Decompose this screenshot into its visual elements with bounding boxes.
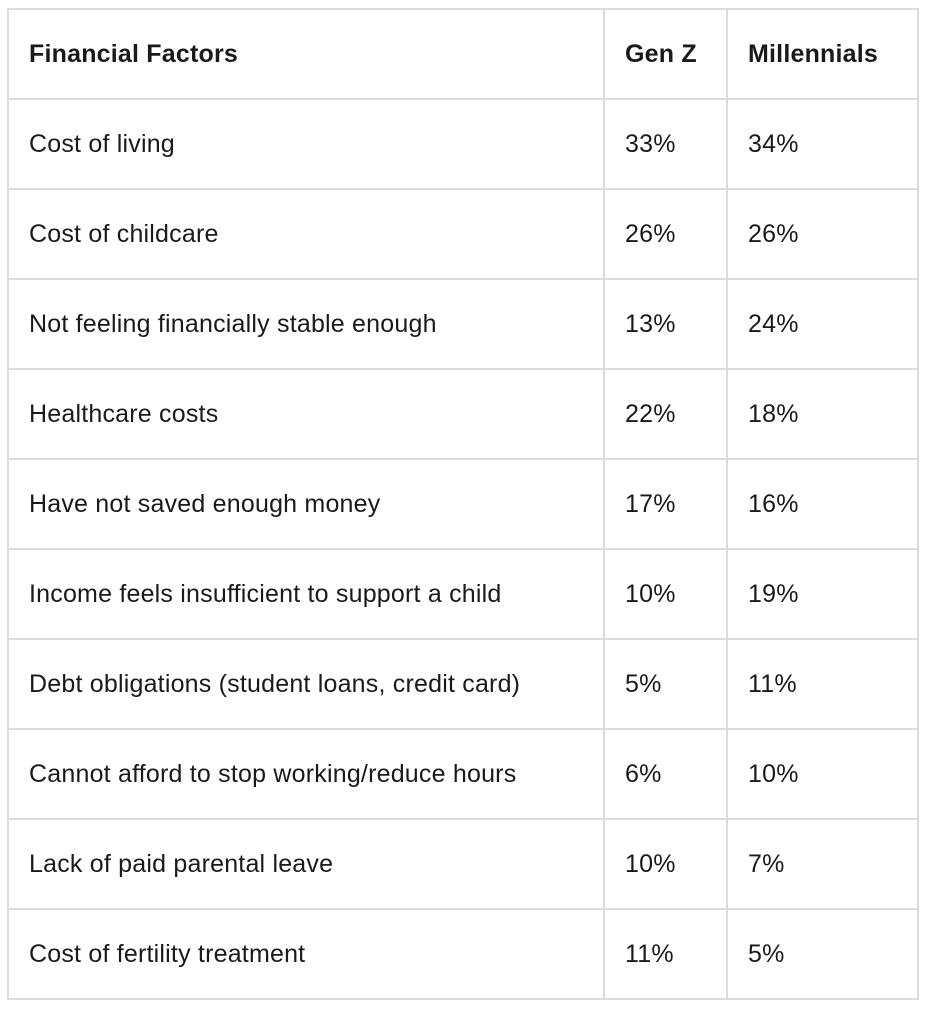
millennials-value: 5%: [727, 909, 918, 999]
financial-factors-table-container: [7, 8, 917, 1000]
millennials-value: 10%: [727, 729, 918, 819]
millennials-value: 11%: [727, 639, 918, 729]
millennials-value: 18%: [727, 369, 918, 459]
factor-cell: Lack of paid parental leave: [8, 819, 604, 909]
factor-cell: Have not saved enough money: [8, 459, 604, 549]
millennials-value: 16%: [727, 459, 918, 549]
millennials-value: 34%: [727, 99, 918, 189]
gen-z-value: 6%: [604, 729, 727, 819]
column-header-millennials: Millennials: [727, 9, 918, 99]
gen-z-value: 11%: [604, 909, 727, 999]
millennials-value: 7%: [727, 819, 918, 909]
factor-cell: Debt obligations (student loans, credit card): [8, 639, 604, 729]
table-row: [8, 909, 918, 999]
table-row: [8, 639, 918, 729]
financial-factors-table: [7, 8, 919, 1000]
table-header-row: [8, 9, 918, 99]
factor-cell: Income feels insufficient to support a child: [8, 549, 604, 639]
factor-cell: Cost of fertility treatment: [8, 909, 604, 999]
factor-cell: Not feeling financially stable enough: [8, 279, 604, 369]
gen-z-value: 33%: [604, 99, 727, 189]
column-header-gen-z: Gen Z: [604, 9, 727, 99]
gen-z-value: 22%: [604, 369, 727, 459]
factor-cell: Healthcare costs: [8, 369, 604, 459]
millennials-value: 19%: [727, 549, 918, 639]
millennials-value: 24%: [727, 279, 918, 369]
table-row: [8, 819, 918, 909]
table-row: [8, 99, 918, 189]
factor-cell: Cost of childcare: [8, 189, 604, 279]
gen-z-value: 10%: [604, 549, 727, 639]
column-header-financial-factors: Financial Factors: [8, 9, 604, 99]
table-row: [8, 729, 918, 819]
table-row: [8, 549, 918, 639]
factor-cell: Cost of living: [8, 99, 604, 189]
gen-z-value: 5%: [604, 639, 727, 729]
gen-z-value: 26%: [604, 189, 727, 279]
table-row: [8, 189, 918, 279]
gen-z-value: 13%: [604, 279, 727, 369]
table-row: [8, 369, 918, 459]
factor-cell: Cannot afford to stop working/reduce hours: [8, 729, 604, 819]
millennials-value: 26%: [727, 189, 918, 279]
table-row: [8, 279, 918, 369]
table-row: [8, 459, 918, 549]
gen-z-value: 17%: [604, 459, 727, 549]
gen-z-value: 10%: [604, 819, 727, 909]
